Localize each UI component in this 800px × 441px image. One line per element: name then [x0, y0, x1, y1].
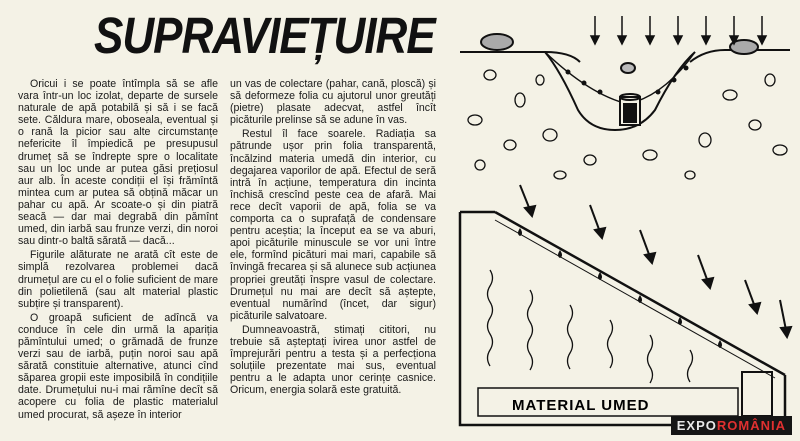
watermark-logo [671, 416, 792, 435]
paragraph: Figurile alăturate ne arată cît este de simplă rezolvarea problemei dacă drumețul are cu el o folie suficient de mare din polietilenă (sau alt material plastic subțire și transparent). [18, 249, 218, 310]
paragraph: Dumneavoastră, stimați cititori, nu trebuie să așteptați ivirea unor astfel de împrejurări pentru a testa și a perfecționa soluțiile prezentate mai sus, eventual pentru a le adapta unor cerințe casnice. Oricum, energia solară este gratuită. [230, 323, 436, 397]
sun-rays-diagonal [520, 185, 791, 337]
solar-still-illustration [450, 0, 800, 441]
watermark-part2: ROMÂNIA [716, 418, 786, 433]
text-column-2 [230, 78, 436, 398]
vapor-lines [488, 270, 693, 383]
paragraph: O groapă suficient de adîncă va conduce în cele din urmă la apariția pămîntului umed; o grămadă de frunze verzi sau de iarbă, puțin noroi sau apă sărată constituie alternative, atunci cînd săparea gropii este imposibilă în condițiile date. Drumețului nu-i mai rămîne decît să acopere cu folia de plastic materialul umed procurat, să așeze în interior [18, 311, 218, 421]
paragraph: Oricui i se poate întîmpla să se afle vara într-un loc izolat, departe de sursele naturale de apă potabilă și să i se facă sete. Căldura mare, oboseala, eventual și o rană la picior sau alte circumstanțe nefericite îl împiedică pe presupusul drumeț să se îndrepte spre o localitate sau un loc unde ar putea găsi prețiosul aur alb. În aceste condiții el își frămîntă mintea cum ar putea să obțină măcar un pahar cu apă. Ar scoate-o și din piatră seacă — dar mai degrabă din pămînt umed, din iarbă sau frunze verzi, din noroi sau dintr-o baltă sărată — dacă... [18, 78, 218, 248]
article-title: SUPRAVIEȚUIRE [94, 8, 435, 65]
text-column-1 [18, 78, 218, 423]
watermark-part1: EXPO [676, 418, 717, 433]
paragraph: Restul îl face soarele. Radiația sa pătrunde ușor prin folia transparentă, încălzind materia umedă din interior, cu degajarea vaporilor de apă. Efectul de seră intră în acțiune, temperatura din incinta închisă crescînd peste cea de afară. Mai rece decît vaporii de apă, folia se va comporta ca o suprafață de condensare pentru aceștia; la început ea se va aburi, apoi picăturile minuscule se vor uni între ele, formînd picături mai mari, capabile să învingă frecarea și să alunece sub acțiunea propriei greutăți înspre vasul de colectare. Drumețul nu mai are decît să aștepte, eventual numărînd (încet, dar sigur) picăturile salvatoare. [230, 128, 436, 322]
material-label: MATERIAL UMED [512, 397, 650, 414]
pit-still-figure [460, 34, 790, 130]
paragraph: un vas de colectare (pahar, cană, ploscă) și să deformeze folia cu ajutorul unor greutăți (pietre) plasate adecvat, astfel încît picăturile prelinse să se adune în vas. [230, 78, 436, 127]
tent-still-figure [460, 212, 785, 425]
